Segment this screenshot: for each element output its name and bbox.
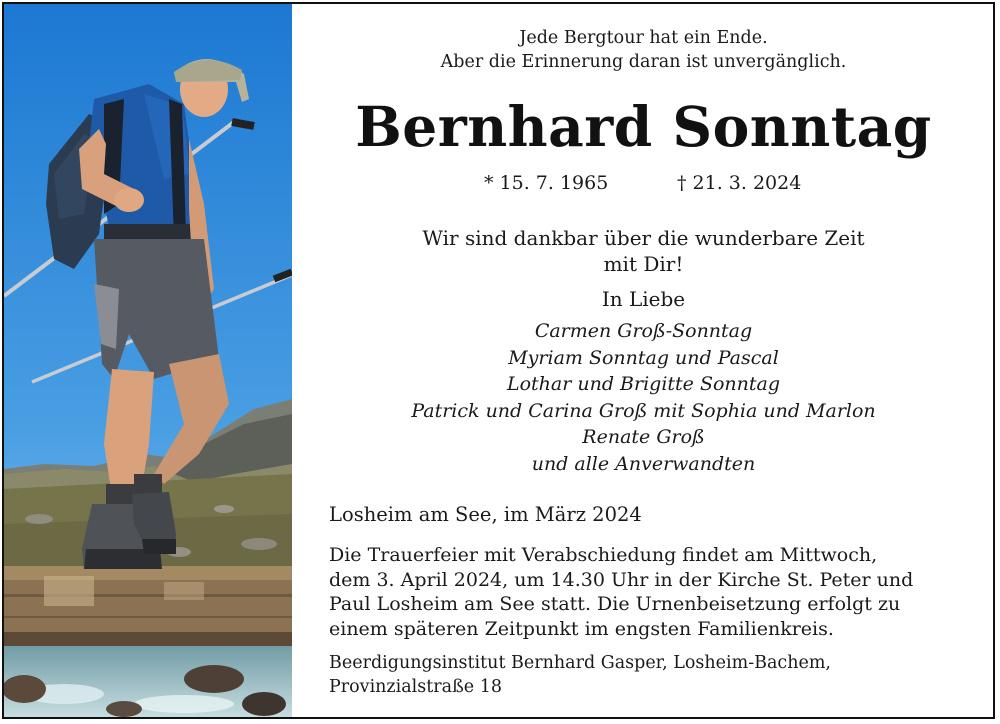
funeral-home-line: Beerdigungsinstitut Bernhard Gasper, Losheim-Bachem, xyxy=(329,653,831,673)
ceremony-line: Die Trauerfeier mit Verabschiedung findet am Mittwoch, xyxy=(329,544,878,566)
motto-line: Jede Bergtour hat ein Ende. xyxy=(519,28,768,48)
gratitude-text xyxy=(292,225,995,277)
notice-text xyxy=(292,4,995,717)
mourner: Patrick und Carina Groß mit Sophia und Marlon xyxy=(411,399,876,422)
motto-line: Aber die Erinnerung daran ist unvergänglich. xyxy=(440,52,847,72)
mourner: Lothar und Brigitte Sonntag xyxy=(506,373,781,396)
funeral-home-info xyxy=(329,652,989,699)
obituary-notice xyxy=(2,2,995,719)
hiker-photo-illustration xyxy=(4,4,292,717)
life-dates xyxy=(292,172,995,202)
death-date: † 21. 3. 2024 xyxy=(677,172,802,194)
motto xyxy=(292,26,995,74)
mourner: Renate Groß xyxy=(582,426,705,449)
mourner: und alle Anverwandten xyxy=(531,452,756,475)
mourner: Carmen Groß-Sonntag xyxy=(534,320,753,342)
ceremony-line: dem 3. April 2024, um 14.30 Uhr in der Kirche St. Peter und xyxy=(329,568,914,591)
funeral-ceremony-info xyxy=(329,543,989,641)
mourner: Myriam Sonntag und Pascal xyxy=(508,346,779,369)
birth-date: * 15. 7. 1965 xyxy=(484,172,609,194)
ceremony-line: einem späteren Zeitpunkt im engsten Familienkreis. xyxy=(329,617,834,640)
gratitude-line: Wir sind dankbar über die wunderbare Zeit xyxy=(422,226,865,250)
portrait-photo xyxy=(4,4,292,717)
in-love-label: In Liebe xyxy=(601,287,686,311)
mourners-list xyxy=(292,318,995,478)
place-and-date: Losheim am See, im März 2024 xyxy=(329,503,642,526)
ceremony-line: Paul Losheim am See statt. Die Urnenbeisetzung erfolgt zu xyxy=(329,593,901,616)
deceased-name: Bernhard Sonntag xyxy=(355,94,932,159)
funeral-home-line: Provinzialstraße 18 xyxy=(329,676,502,697)
gratitude-line: mit Dir! xyxy=(603,252,684,276)
